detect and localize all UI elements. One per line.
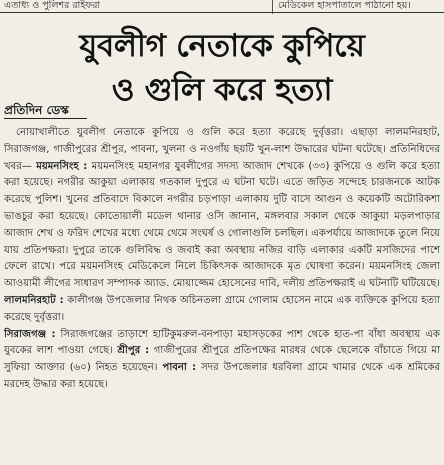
article-text: নোয়াখালীতে যুবলীগ নেতাকে কুপিয়ে ও গুলি করে হত্যা করেছে দুর্বৃত্তরা। এছাড়া লালমনিরহাট, সিরাজগঞ্জ, গাজীপুরের শ্রীপুর, পাবনা, খুলনা ও নওগাঁয় ছয়টি খুন-লাশ উদ্ধারের ঘটনা ঘটেছে। প্রতিনিধিদের খবর— [4,127,440,172]
headline-line-1: যুবলীগ নেতাকে কুপিয়ে [79,28,365,64]
previous-article-text-left: এতাধ্য ও পুলিশর রাইফরা [4,0,101,11]
article-text: সদর উপজেলার ধরবিলা গ্রামে খামার থেকে এক শ্রমিকের মরদেহ উদ্ধার করা হয়েছে। [4,362,440,390]
top-rule [0,12,444,13]
byline: প্রতিদিন ডেস্ক [4,103,69,117]
article-body [4,125,440,463]
article-paragraph [4,327,440,394]
article-text: ময়মনসিংহ মহানগর যুবলীগের সদস্য আজাদ শেখকে (৩৩) কুপিয়ে ও গুলি করে হত্যা করা হয়েছে। নগরীর আকুয়া এলাকায় গতকাল দুপুরে এ ঘটনা ঘটে। এতে জড়িত সন্দেহে চারজনকে আটক করেছে পুলিশ। খুনের প্রতিবাদে বিকালে নগরীর চড়পাড়া এলাকায় দুটি বাসে আগুন ও কয়েকটি অটোরিকশা ভাঙচুর করা হয়েছে। কোতোয়ালী মডেল থানার ওসি জানান, মঙ্গলবার সকাল থেকে আকুয়া মড়লপাড়ার আজাদ শেখ ও ফরিদ শেখের মধ্যে থেমে থেমে সংঘর্ষ ও গোলাগুলি চলছিল। একপর্যায়ে আজাদকে তুলে নিয়ে যায় প্রতিপক্ষরা। দুপুরে তাকে গুলিবিদ্ধ ও জবাই করা অবস্থায় নজির বাড়ি এলাকার একটি মসজিদের পাশে ফেলে রাখে। পরে ময়মনসিংহ মেডিকেলে নিলে চিকিৎসক আজাদকে মৃত ঘোষণা করেন। ময়মনসিংহ জেলা আওয়ামী লীগের সাধারণ সম্পাদক অ্যাড. মোয়াজ্জেম হোসেনের দাবি, দলীয় প্রতিপক্ষরাই এ ঘটনাটি ঘটিয়েছে। [4,160,440,290]
article-paragraph [4,125,440,327]
dateline-sreepur: শ্রীপুর : [117,345,150,357]
article-text: কালীগঞ্জ উপজেলার নিথক অচিনতলা গ্রামে গোলাম হোসেন নামে এক ব্যক্তিকে কুপিয়ে হত্যা করেছে দুর্বৃত্তরা। [4,294,440,323]
dateline-pabna: পাবনা : [162,362,197,374]
byline-underline [4,118,87,119]
headline [0,24,444,112]
previous-article-text-right: মেডিকেল হাসপাতালে পাঠানো হয়। [278,0,411,11]
headline-line-2: ও গুলি করে হত্যা [111,72,333,108]
article-text: সিরাজগঞ্জের তাড়াশে হাটিকুমরুল-বনপাড়া মহাসড়কের পাশ থেকে হাত-পা বাঁধা অবস্থায় এক যুবকের লাশ পাওয়া গেছে। [4,328,440,357]
dateline-sirajganj: সিরাজগঞ্জ : [4,328,56,340]
dateline-mymensingh: ময়মনসিংহ : [36,160,88,172]
dateline-lalmonirhat: লালমনিরহাট : [4,294,64,306]
article-text: গাজীপুরের শ্রীপুরে প্রতিপক্ষের মারধর থেকে ছেলেকে বাঁচাতে গিয়ে মা সুফিয়া আক্তার (৬০) নিহত হয়েছেন। [4,345,440,374]
